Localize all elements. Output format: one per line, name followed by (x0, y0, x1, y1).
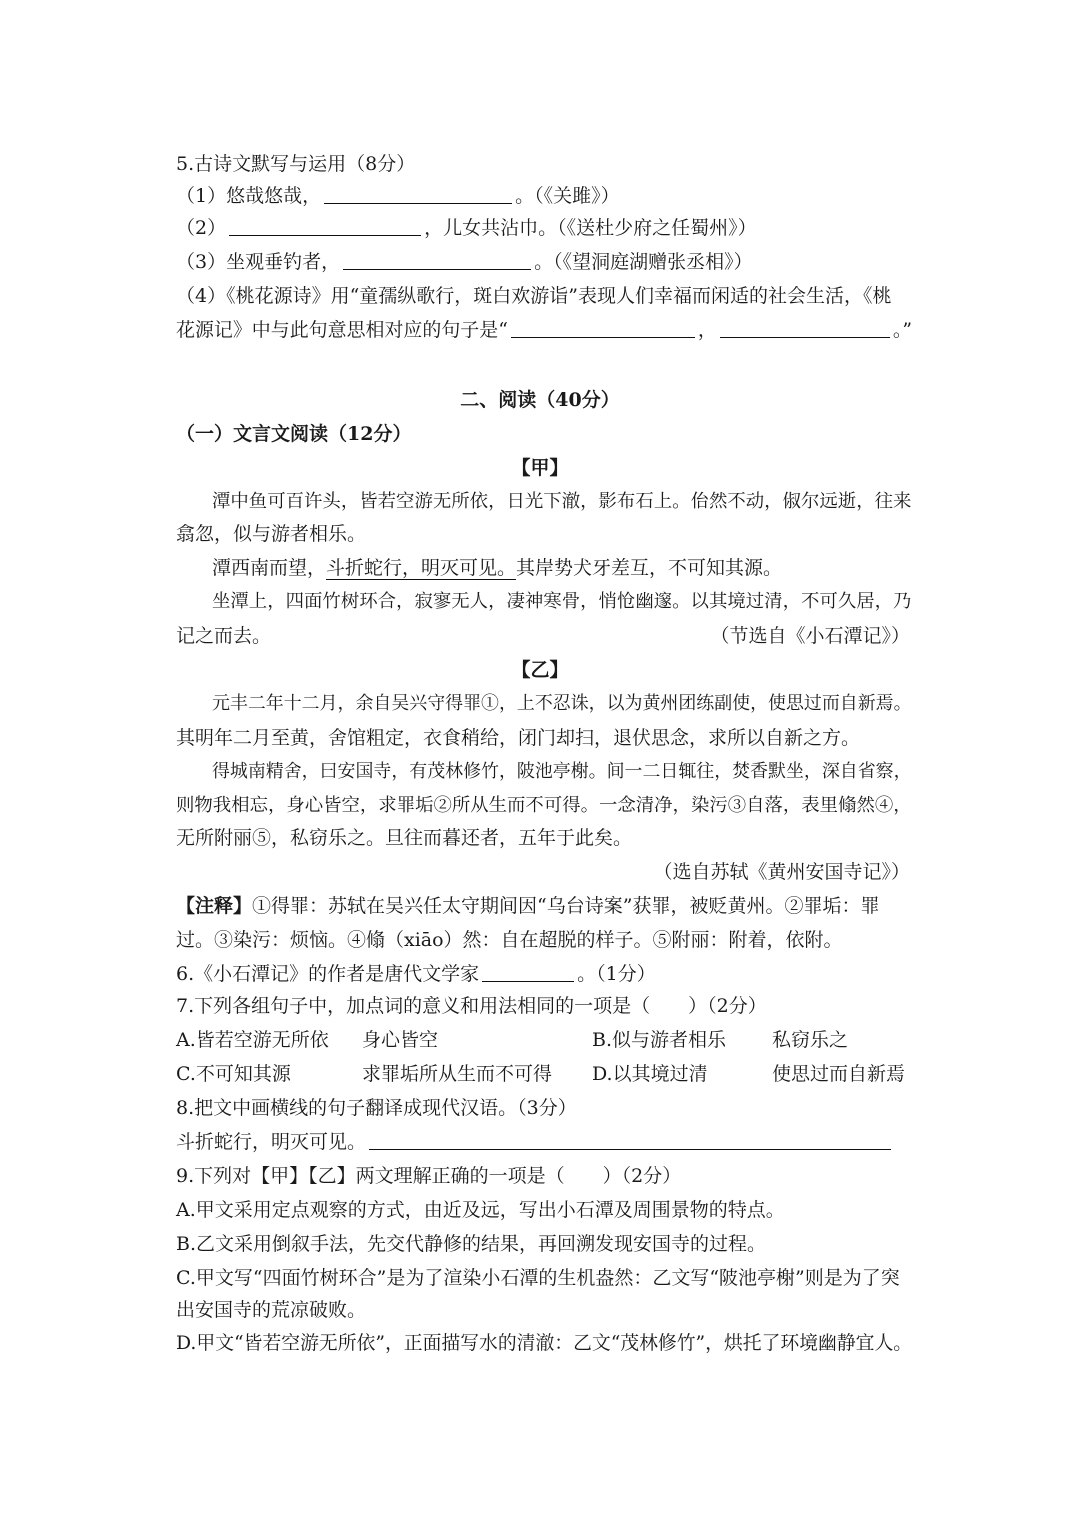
q5-title: 5.古诗文默写与运用（8分） (176, 153, 416, 175)
jia-p2: 潭西南而望，斗折蛇行，明灭可见。其岸势犬牙差互，不可知其源。 (212, 557, 783, 579)
jia-source: （节选自《小石潭记》） (710, 625, 910, 647)
q7-option-b-pair: 私窃乐之 (772, 1029, 849, 1051)
q9-stem: 9.下列对【甲】【乙】两文理解正确的一项是（ ）（2分） (176, 1165, 682, 1187)
q5-item-4-line1: （4）《桃花源诗》用“童孺纵歌行，斑白欢游诣”表现人们幸福而闲适的社会生活，《桃 (176, 285, 892, 307)
q7-option-b[interactable]: B.似与游者相乐 (592, 1029, 727, 1051)
q9-option-c-line1[interactable]: C.甲文写“四面竹树环合”是为了渲染小石潭的生机盎然：乙文写“陂池亭榭”则是为了突 (176, 1267, 900, 1289)
underlined-sentence: 斗折蛇行，明灭可见。 (326, 557, 517, 579)
notes-label: 【注释】 (176, 895, 253, 917)
q9-option-a[interactable]: A.甲文采用定点观察的方式，由近及远，写出小石潭及周围景物的特点。 (176, 1199, 785, 1221)
q7-option-c[interactable]: C.不可知其源 (176, 1063, 291, 1085)
jia-p1-line1: 潭中鱼可百许头，皆若空游无所依，日光下澈，影布石上。佁然不动，俶尔远逝，往来 (212, 491, 912, 512)
q7-option-d[interactable]: D.以其境过清 (592, 1063, 708, 1085)
q9-option-b[interactable]: B.乙文采用倒叙手法，先交代静修的结果，再回溯发现安国寺的过程。 (176, 1233, 767, 1255)
answer-blank[interactable] (324, 185, 512, 204)
passage-jia-label: 【甲】 (511, 457, 569, 479)
notes-line2: 过。③染污：烦恼。④翛（xiāo）然：自在超脱的样子。⑤附丽：附着，依附。 (176, 929, 843, 951)
section-title: 二、阅读（40分） (460, 389, 620, 411)
subsection-title: （一）文言文阅读（12分） (176, 423, 412, 445)
answer-blank[interactable] (369, 1131, 891, 1150)
yi-p1-line2: 其明年二月至黄，舍馆粗定，衣食稍给，闭门却扫，退伏思念，求所以自新之方。 (176, 727, 861, 749)
answer-blank[interactable] (511, 319, 695, 338)
q5-item-3: （3）坐观垂钓者， 。（《望洞庭湖赠张丞相》） (176, 251, 753, 273)
answer-blank[interactable] (229, 217, 421, 236)
answer-blank[interactable] (482, 963, 574, 982)
q7-option-c-pair: 求罪垢所从生而不可得 (362, 1063, 553, 1085)
q7-option-a-pair: 身心皆空 (362, 1029, 439, 1051)
notes-line1: 【注释】①得罪：苏轼在吴兴任太守期间因“乌台诗案”获罪，被贬黄州。②罪垢：罪 (176, 895, 880, 917)
jia-p3-line1: 坐潭上，四面竹树环合，寂寥无人，凄神寒骨，悄怆幽邃。以其境过清，不可久居，乃 (212, 591, 912, 612)
passage-yi-label: 【乙】 (511, 659, 569, 681)
q7-option-d-pair: 使思过而自新焉 (772, 1063, 906, 1085)
yi-source: （选自苏轼《黄州安国寺记》） (653, 861, 910, 883)
q7-stem: 7.下列各组句子中，加点词的意义和用法相同的一项是（ ）（2分） (176, 995, 767, 1017)
yi-p2-line2: 则物我相忘，身心皆空，求罪垢②所从生而不可得。一念清净，染污③自落，表里翛然④， (176, 795, 912, 816)
q6: 6.《小石潭记》的作者是唐代文学家 。（1分） (176, 963, 656, 985)
answer-blank[interactable] (720, 319, 890, 338)
jia-p1-line2: 翕忽，似与游者相乐。 (176, 523, 367, 545)
q7-option-a[interactable]: A.皆若空游无所依 (176, 1029, 329, 1051)
q5-item-4-line2: 花源记》中与此句意思相对应的句子是“ ， 。” (176, 319, 913, 341)
yi-p1-line1: 元丰二年十二月，余自吴兴守得罪①，上不忍诛，以为黄州团练副使，使思过而自新焉。 (212, 693, 912, 714)
q9-option-c-line2: 出安国寺的荒凉破败。 (176, 1299, 367, 1321)
q5-item-2: （2） ，儿女共沾巾。（《送杜少府之任蜀州》） (176, 217, 757, 239)
q8-answer-line: 斗折蛇行，明灭可见。 (176, 1130, 894, 1154)
q5-item-1: （1）悠哉悠哉， 。（《关雎》） (176, 185, 620, 207)
yi-p2-line1: 得城南精舍，曰安国寺，有茂林修竹，陂池亭榭。间一二日辄往，焚香默坐，深自省察， (212, 761, 912, 782)
q9-option-d[interactable]: D.甲文“皆若空游无所依”，正面描写水的清澈：乙文“茂林修竹”，烘托了环境幽静宜人。 (176, 1333, 913, 1354)
jia-p3-line2: 记之而去。 (176, 625, 272, 647)
q8-stem: 8.把文中画横线的句子翻译成现代汉语。（3分） (176, 1097, 577, 1119)
yi-p2-line3: 无所附丽⑤，私窃乐之。旦往而暮还者，五年于此矣。 (176, 827, 633, 849)
answer-blank[interactable] (343, 251, 531, 270)
